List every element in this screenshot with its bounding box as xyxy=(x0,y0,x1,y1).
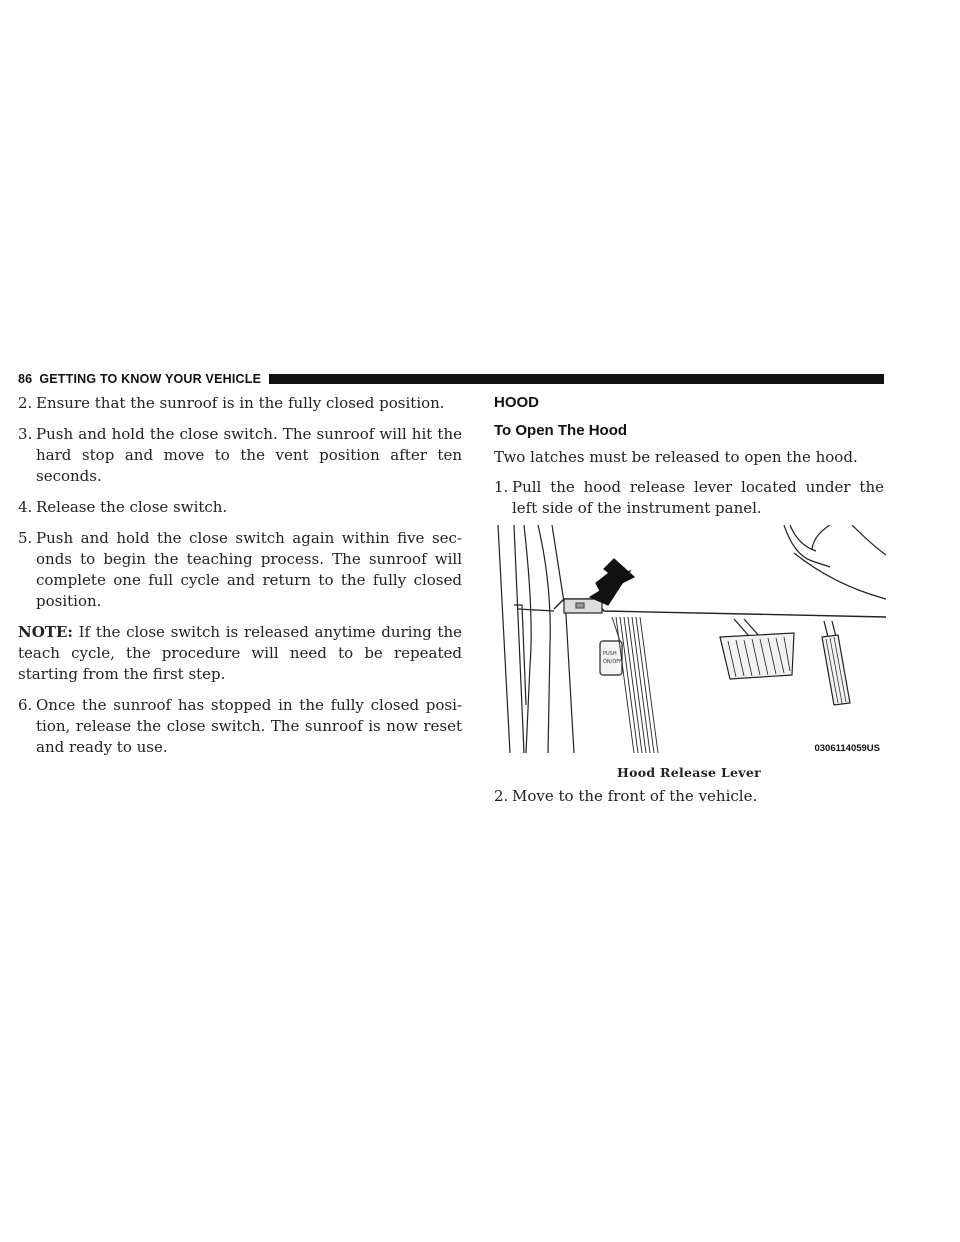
step-text: Push and hold the close switch. The sunroof will hit the hard stop and move to the vent position after ten seconds. xyxy=(36,425,462,485)
note-paragraph xyxy=(18,622,462,685)
step-text: Ensure that the sunroof is in the fully closed position. xyxy=(36,394,445,412)
svg-text:ON/OFF: ON/OFF xyxy=(603,659,623,665)
step-number: 4. xyxy=(18,498,33,516)
figure-caption: Hood Release Lever xyxy=(616,765,761,780)
left-column xyxy=(18,393,462,768)
step-text: Move to the front of the vehicle. xyxy=(512,787,758,805)
hood-step-2 xyxy=(494,786,884,807)
hood-release-lever-illustration xyxy=(494,525,886,753)
figure-code: 0306114059US xyxy=(814,743,880,754)
step-number: 2. xyxy=(494,787,509,805)
step-text: Pull the hood release lever located under the left side of the instrument panel. xyxy=(512,478,884,517)
step-2 xyxy=(18,393,462,414)
pedal-icon xyxy=(720,633,794,679)
step-5 xyxy=(18,528,462,612)
note-label: NOTE: xyxy=(18,623,73,641)
step-number: 6. xyxy=(18,696,33,714)
step-text: Push and hold the close switch again within five sec- onds to begin the teaching process. The sunroof will complete one full cycle and return to the fully closed position. xyxy=(36,529,462,610)
header-rule xyxy=(269,374,884,384)
hood-step-1 xyxy=(494,477,884,519)
svg-text:PUSH: PUSH xyxy=(603,651,617,657)
step-number: 3. xyxy=(18,425,33,443)
section-title: HOOD xyxy=(494,394,539,411)
step-4 xyxy=(18,497,462,518)
step-number: 2. xyxy=(18,394,33,412)
step-6 xyxy=(18,695,462,758)
step-text: Once the sunroof has stopped in the fully closed posi- tion, release the close switch. The sunroof is now reset and ready to use. xyxy=(36,696,462,756)
intro-paragraph: Two latches must be released to open the hood. xyxy=(494,448,858,466)
arrow-icon xyxy=(590,559,634,605)
subsection-title: To Open The Hood xyxy=(494,422,628,439)
right-column xyxy=(494,393,884,817)
page-number: 86 xyxy=(18,372,33,386)
page-header xyxy=(18,370,884,388)
note-text: If the close switch is released anytime during the teach cycle, the procedure will need to be repeated starting from the first step. xyxy=(18,623,462,683)
step-number: 5. xyxy=(18,529,33,547)
step-3 xyxy=(18,424,462,487)
chapter-title: GETTING TO KNOW YOUR VEHICLE xyxy=(39,372,262,386)
step-text: Release the close switch. xyxy=(36,498,228,516)
step-number: 1. xyxy=(494,478,509,496)
